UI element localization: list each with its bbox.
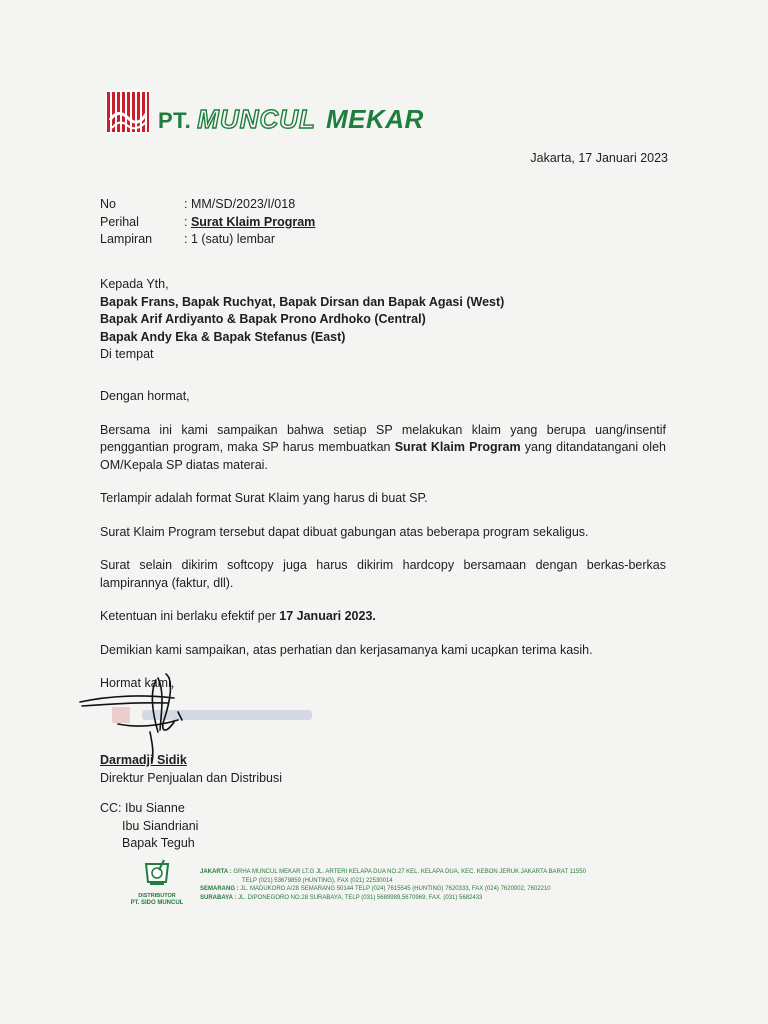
meta-row-lampiran xyxy=(100,231,315,249)
closing: Hormat kami, xyxy=(100,676,175,690)
paragraph-1-part-b: yang ditandatangani oleh OM/Kepala SP diatas materai. xyxy=(100,440,666,472)
footer-jakarta-label: JAKARTA : xyxy=(200,869,232,875)
paragraph-3: Surat Klaim Program tersebut dapat dibuat gabungan atas beberapa program sekaligus. xyxy=(100,524,589,539)
recipient-line-east: Bapak Andy Eka & Bapak Stefanus (East) xyxy=(100,329,346,344)
recipient-line-west: Bapak Frans, Bapak Ruchyat, Bapak Dirsan dan Bapak Agasi (West) xyxy=(100,294,505,309)
cc-line-2: Ibu Siandriani xyxy=(122,818,199,833)
paragraph-5 xyxy=(100,608,666,626)
footer-jakarta-text: GRHA MUNCUL MEKAR LT.G JL. ARTERI KELAPA DUA NO.27 KEL. KELAPA DUA, KEC. KEBON JERUK JAKARTA BARAT 11550 xyxy=(231,869,586,875)
cc-line-3: Bapak Teguh xyxy=(122,836,195,850)
footer-addresses xyxy=(200,868,670,902)
footer-semarang-label: SEMARANG : xyxy=(200,886,239,892)
meta-row-perihal xyxy=(100,214,315,232)
meta-perihal-value: Surat Klaim Program xyxy=(190,214,316,229)
meta-lampiran-value: : 1 (satu) lembar xyxy=(184,232,276,246)
footer-surabaya-text: JL. DIPONEGORO NO.28 SURABAYA, TELP (031) 5689989,5670969, FAX. (031) 5682433 xyxy=(236,894,483,901)
company-name-mekar: MEKAR xyxy=(325,104,424,134)
letter-date: Jakarta, 17 Januari 2023 xyxy=(530,151,668,165)
letter-meta xyxy=(100,196,315,249)
company-name xyxy=(158,104,424,135)
paragraph-1-part-a: Bersama ini kami sampaikan bahwa setiap SP melakukan klaim yang berupa uang/insentif penggantian program, maka SP harus membuatkan xyxy=(100,422,666,454)
paragraph-2: Terlampir adalah format Surat Klaim yang harus di buat SP. xyxy=(100,491,428,505)
paragraph-5-part-a: Ketentuan ini berlaku efektif per xyxy=(100,609,280,623)
company-name-muncul: MUNCUL xyxy=(197,104,316,134)
paragraph-6: Demikian kami sampaikan, atas perhatian dan kerjasamanya kami ucapkan terima kasih. xyxy=(100,642,593,657)
recipient-greeting: Kepada Yth, xyxy=(100,277,169,291)
footer-logo-caption-1: DISTRIBUTOR xyxy=(138,893,176,899)
footer-semarang xyxy=(200,885,670,894)
footer-jakarta xyxy=(200,868,670,877)
sido-muncul-mortar-icon xyxy=(142,858,172,888)
signature-icon xyxy=(78,672,190,764)
meta-no-label: No xyxy=(100,197,116,211)
footer-logo-caption-2: PT. SIDO MUNCUL xyxy=(130,900,184,906)
meta-row-no xyxy=(100,196,315,214)
salutation: Dengan hormat, xyxy=(100,389,190,403)
paragraph-4: Surat selain dikirim softcopy juga harus dikirim hardcopy bersamaan dengan berkas-berkas lampirannya (faktur, dll). xyxy=(100,558,666,590)
footer-semarang-text: JL. MADUKORO A/28 SEMARANG 50144 TELP (024) 7615545 (HUNTING) 7620333, FAX (024) 7620002, 7602210 xyxy=(238,886,551,892)
signer-block xyxy=(100,752,282,787)
meta-perihal-colon: : xyxy=(184,214,191,229)
cc-line-1: CC: Ibu Sianne xyxy=(100,801,185,815)
company-name-pt: PT. xyxy=(158,108,192,133)
cc-block xyxy=(100,800,198,853)
meta-perihal-label: Perihal xyxy=(100,214,139,229)
recipient-place: Di tempat xyxy=(100,347,154,361)
meta-lampiran-label: Lampiran xyxy=(100,232,153,246)
paragraph-1 xyxy=(100,422,666,475)
paragraph-5-bold: 17 Januari 2023. xyxy=(279,609,376,623)
recipient-block xyxy=(100,276,504,364)
signer-title: Direktur Penjualan dan Distribusi xyxy=(100,770,283,785)
recipient-line-central: Bapak Arif Ardiyanto & Bapak Prono Ardhoko (Central) xyxy=(100,312,426,326)
footer-jakarta-phone: TELP (021) 53679859 (HUNTING), FAX (021) 22530014 xyxy=(242,877,393,884)
footer-distributor-logo xyxy=(130,858,184,908)
letter-body xyxy=(100,388,666,709)
company-logo-mark-icon xyxy=(106,90,150,134)
footer-surabaya xyxy=(200,894,670,903)
signer-name: Darmadji Sidik xyxy=(100,753,187,767)
paragraph-1-bold: Surat Klaim Program xyxy=(394,440,521,454)
meta-no-value: : MM/SD/2023/I/018 xyxy=(184,197,296,211)
footer-surabaya-label: SURABAYA : xyxy=(200,894,237,901)
